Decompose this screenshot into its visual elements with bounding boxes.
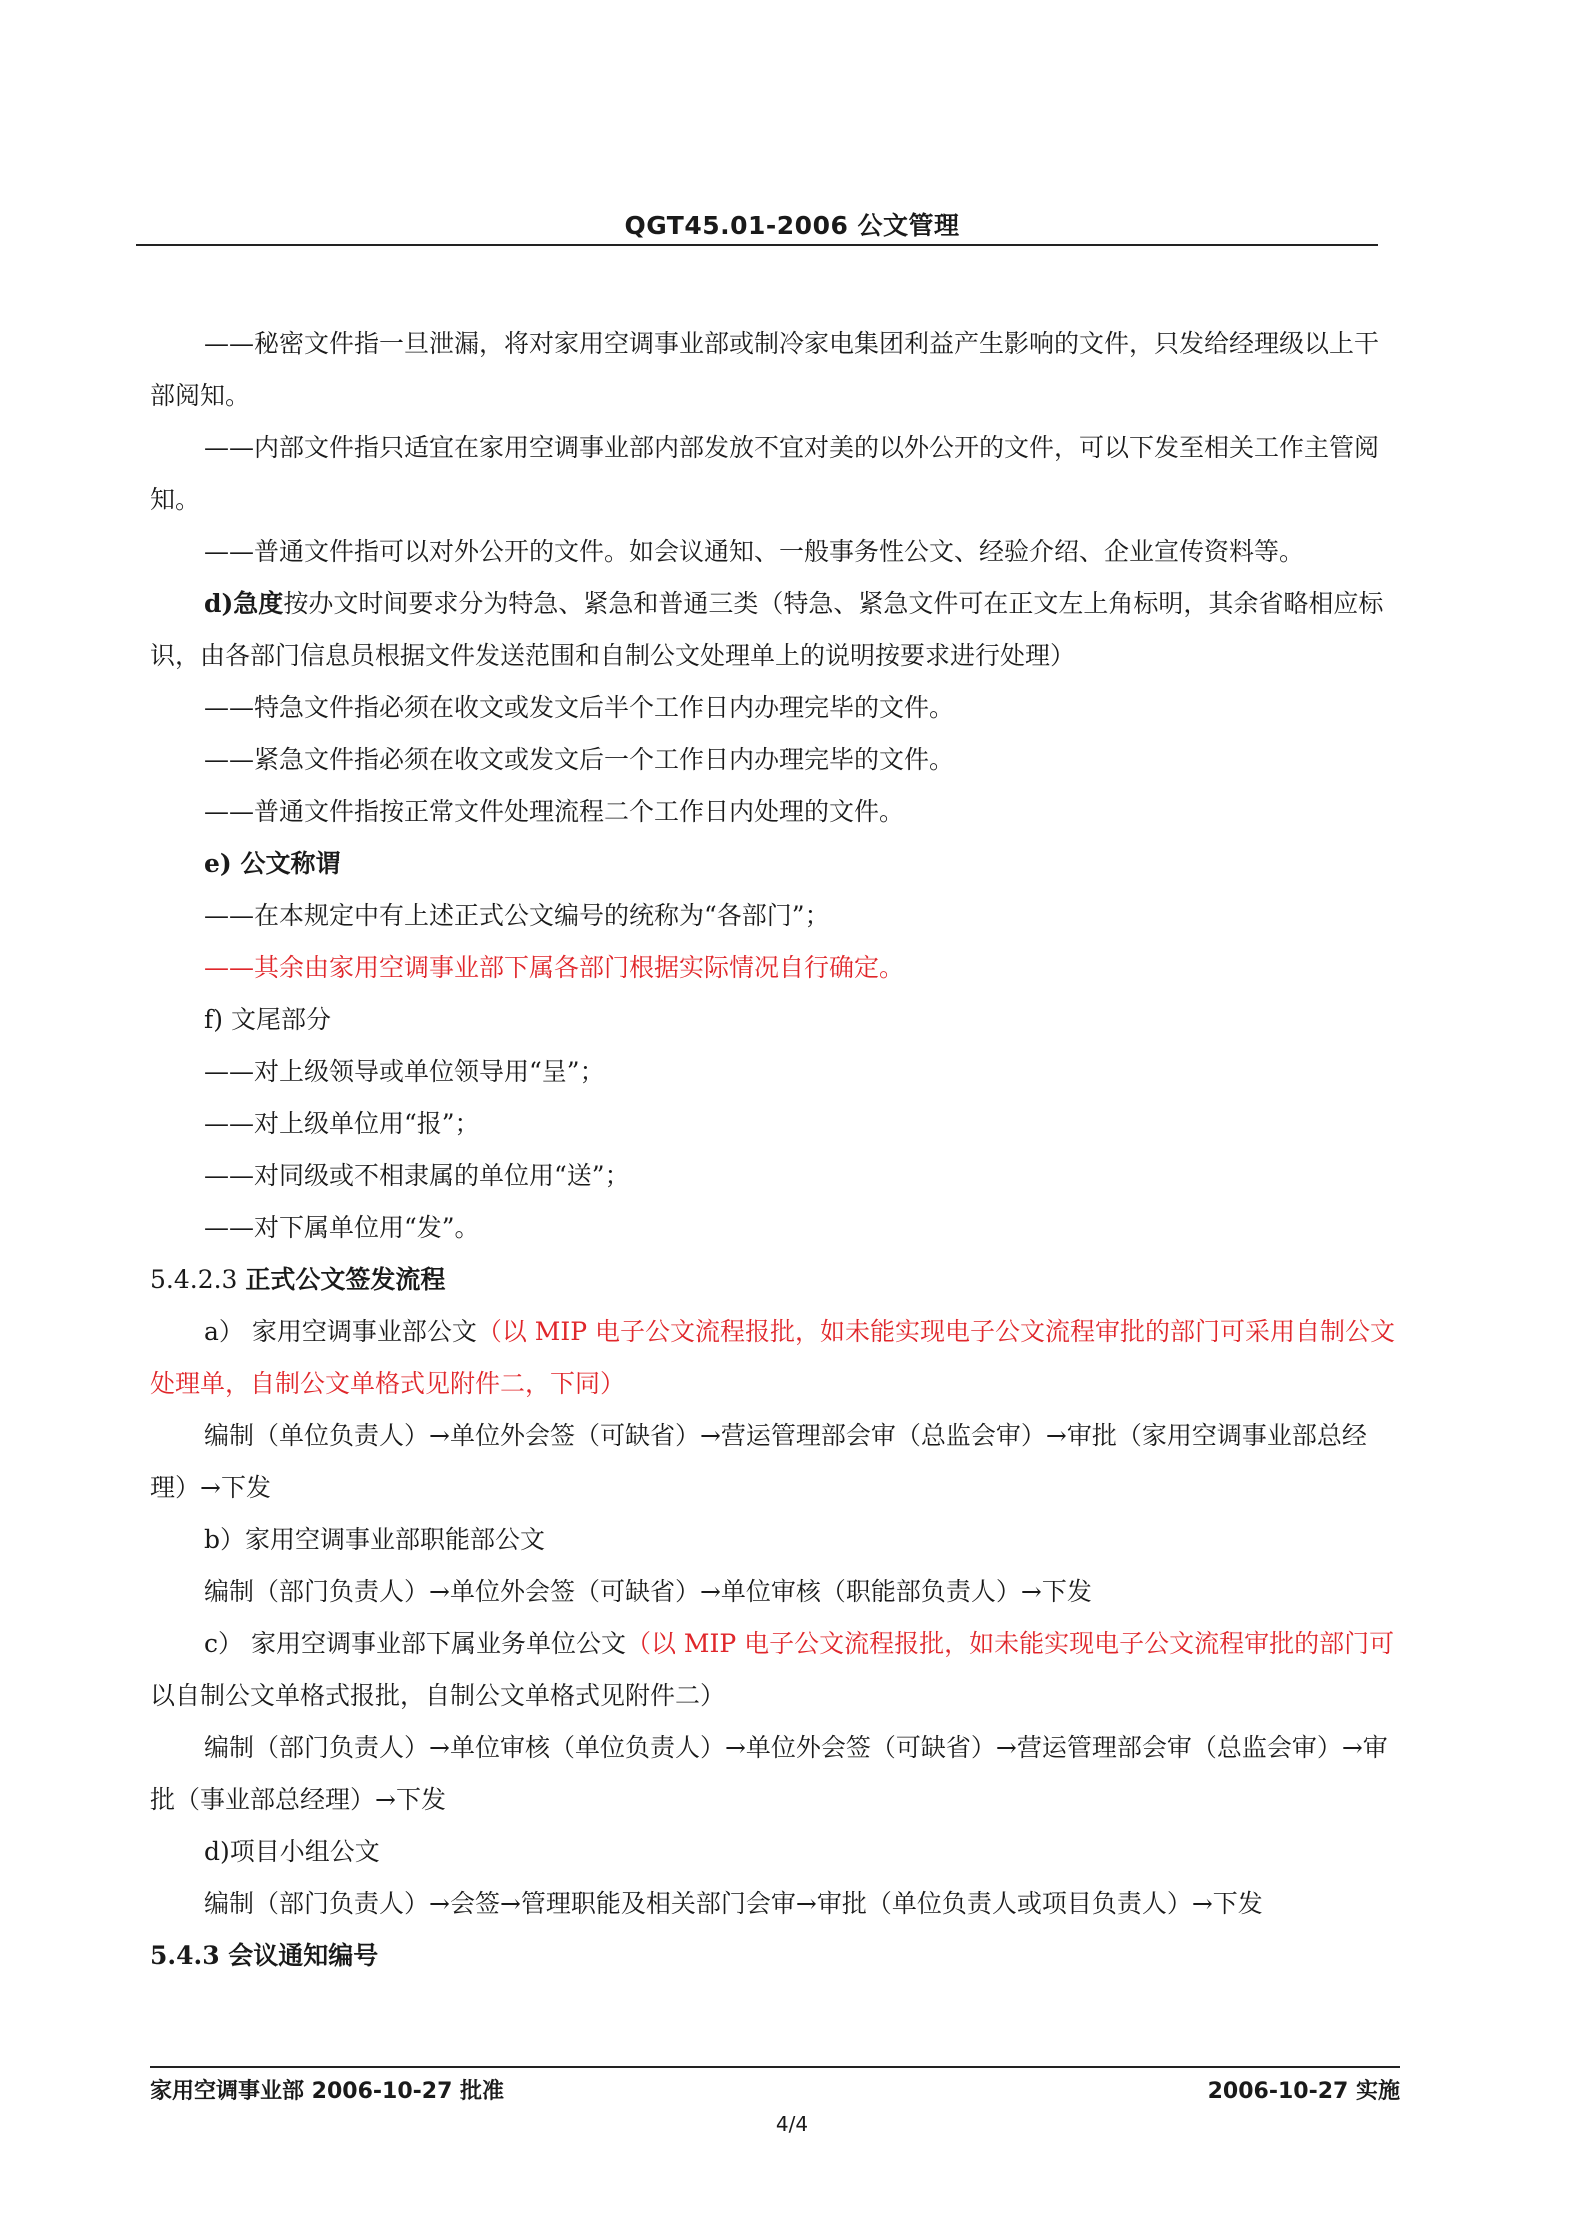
paragraph-a-flow: 编制（单位负责人）→单位外会签（可缺省）→营运管理部会审（总监会审）→审批（家用空调事业部总经理）→下发: [150, 1421, 1367, 1502]
paragraph-appellation-2: ——其余由家用空调事业部下属各部门根据实际情况自行确定。: [204, 953, 905, 982]
page-header-title: QGT45.01-2006 公文管理: [624, 211, 960, 240]
paragraph-internal-files: ——内部文件指只适宜在家用空调事业部内部发放不宜对美的以外公开的文件，可以下发至相关工作主管阅知。: [150, 433, 1380, 514]
paragraph-b-flow: 编制（部门负责人）→单位外会签（可缺省）→单位审核（职能部负责人）→下发: [204, 1577, 1092, 1606]
section-number: 5.4.2.3: [150, 1265, 238, 1294]
section-5-4-3-heading: 5.4.3 会议通知编号: [150, 1941, 379, 1970]
c-label: c） 家用空调事业部下属业务单位公文: [204, 1629, 626, 1658]
paragraph-d: d)项目小组公文: [204, 1837, 380, 1866]
paragraph-normal: ——普通文件指按正常文件处理流程二个工作日内处理的文件。: [204, 797, 905, 826]
paragraph-urgency: [150, 578, 1400, 682]
paragraph-ending-song: ——对同级或不相隶属的单位用“送”；: [204, 1161, 630, 1190]
paragraph-secret-files: ——秘密文件指一旦泄漏，将对家用空调事业部或制冷家电集团利益产生影响的文件，只发给经理级以上干部阅知。: [150, 329, 1380, 410]
footer-approval: 家用空调事业部 2006-10-27 批准: [150, 2079, 505, 2104]
paragraph-appellation-1: ——在本规定中有上述正式公文编号的统称为“各部门”；: [204, 901, 830, 930]
a-red-note: （以 MIP 电子公文流程报批，如未能实现电子公文流程审批的部门可采用自制公文处理单，自制公文单格式见附件二，下同）: [150, 1317, 1396, 1398]
heading-f-ending: f) 文尾部分: [204, 1005, 331, 1034]
paragraph-extra-urgent: ——特急文件指必须在收文或发文后半个工作日内办理完毕的文件。: [204, 693, 955, 722]
c-red-note: （以 MIP 电子公文流程报批，如未能实现电子公文流程审批的部门可: [625, 1629, 1395, 1658]
paragraph-ordinary-files: ——普通文件指可以对外公开的文件。如会议通知、一般事务性公文、经验介绍、企业宣传资料等。: [204, 537, 1305, 566]
paragraph-c-flow: 编制（部门负责人）→单位审核（单位负责人）→单位外会签（可缺省）→营运管理部会审（总监会审）→审批（事业部总经理）→下发: [150, 1733, 1388, 1814]
paragraph-ending-fa: ——对下属单位用“发”。: [204, 1213, 480, 1242]
c-black-note: 以自制公文单格式报批，自制公文单格式见附件二）: [150, 1681, 726, 1710]
section-5-4-2-3-heading: [150, 1254, 1400, 1306]
page-number: 4/4: [775, 2112, 809, 2136]
paragraph-a: [150, 1306, 1400, 1410]
paragraph-b: b）家用空调事业部职能部公文: [204, 1525, 546, 1554]
document-body: [150, 318, 1400, 1982]
urgency-label: d)急度: [204, 589, 284, 618]
header-divider: [136, 244, 1378, 246]
paragraph-c: [150, 1618, 1400, 1722]
section-title: 正式公文签发流程: [245, 1265, 446, 1294]
footer-implementation: 2006-10-27 实施: [1207, 2079, 1400, 2104]
paragraph-urgent: ——紧急文件指必须在收文或发文后一个工作日内办理完毕的文件。: [204, 745, 955, 774]
urgency-text: 按办文时间要求分为特急、紧急和普通三类（特急、紧急文件可在正文左上角标明，其余省略相应标识，由各部门信息员根据文件发送范围和自制公文处理单上的说明按要求进行处理）: [150, 589, 1384, 670]
a-label: a） 家用空调事业部公文: [204, 1317, 477, 1346]
footer-divider: [150, 2066, 1400, 2068]
paragraph-ending-cheng: ——对上级领导或单位领导用“呈”；: [204, 1057, 605, 1086]
heading-e-appellation: e) 公文称谓: [204, 849, 341, 878]
paragraph-d-flow: 编制（部门负责人）→会签→管理职能及相关部门会审→审批（单位负责人或项目负责人）→下发: [204, 1889, 1263, 1918]
paragraph-ending-bao: ——对上级单位用“报”；: [204, 1109, 480, 1138]
